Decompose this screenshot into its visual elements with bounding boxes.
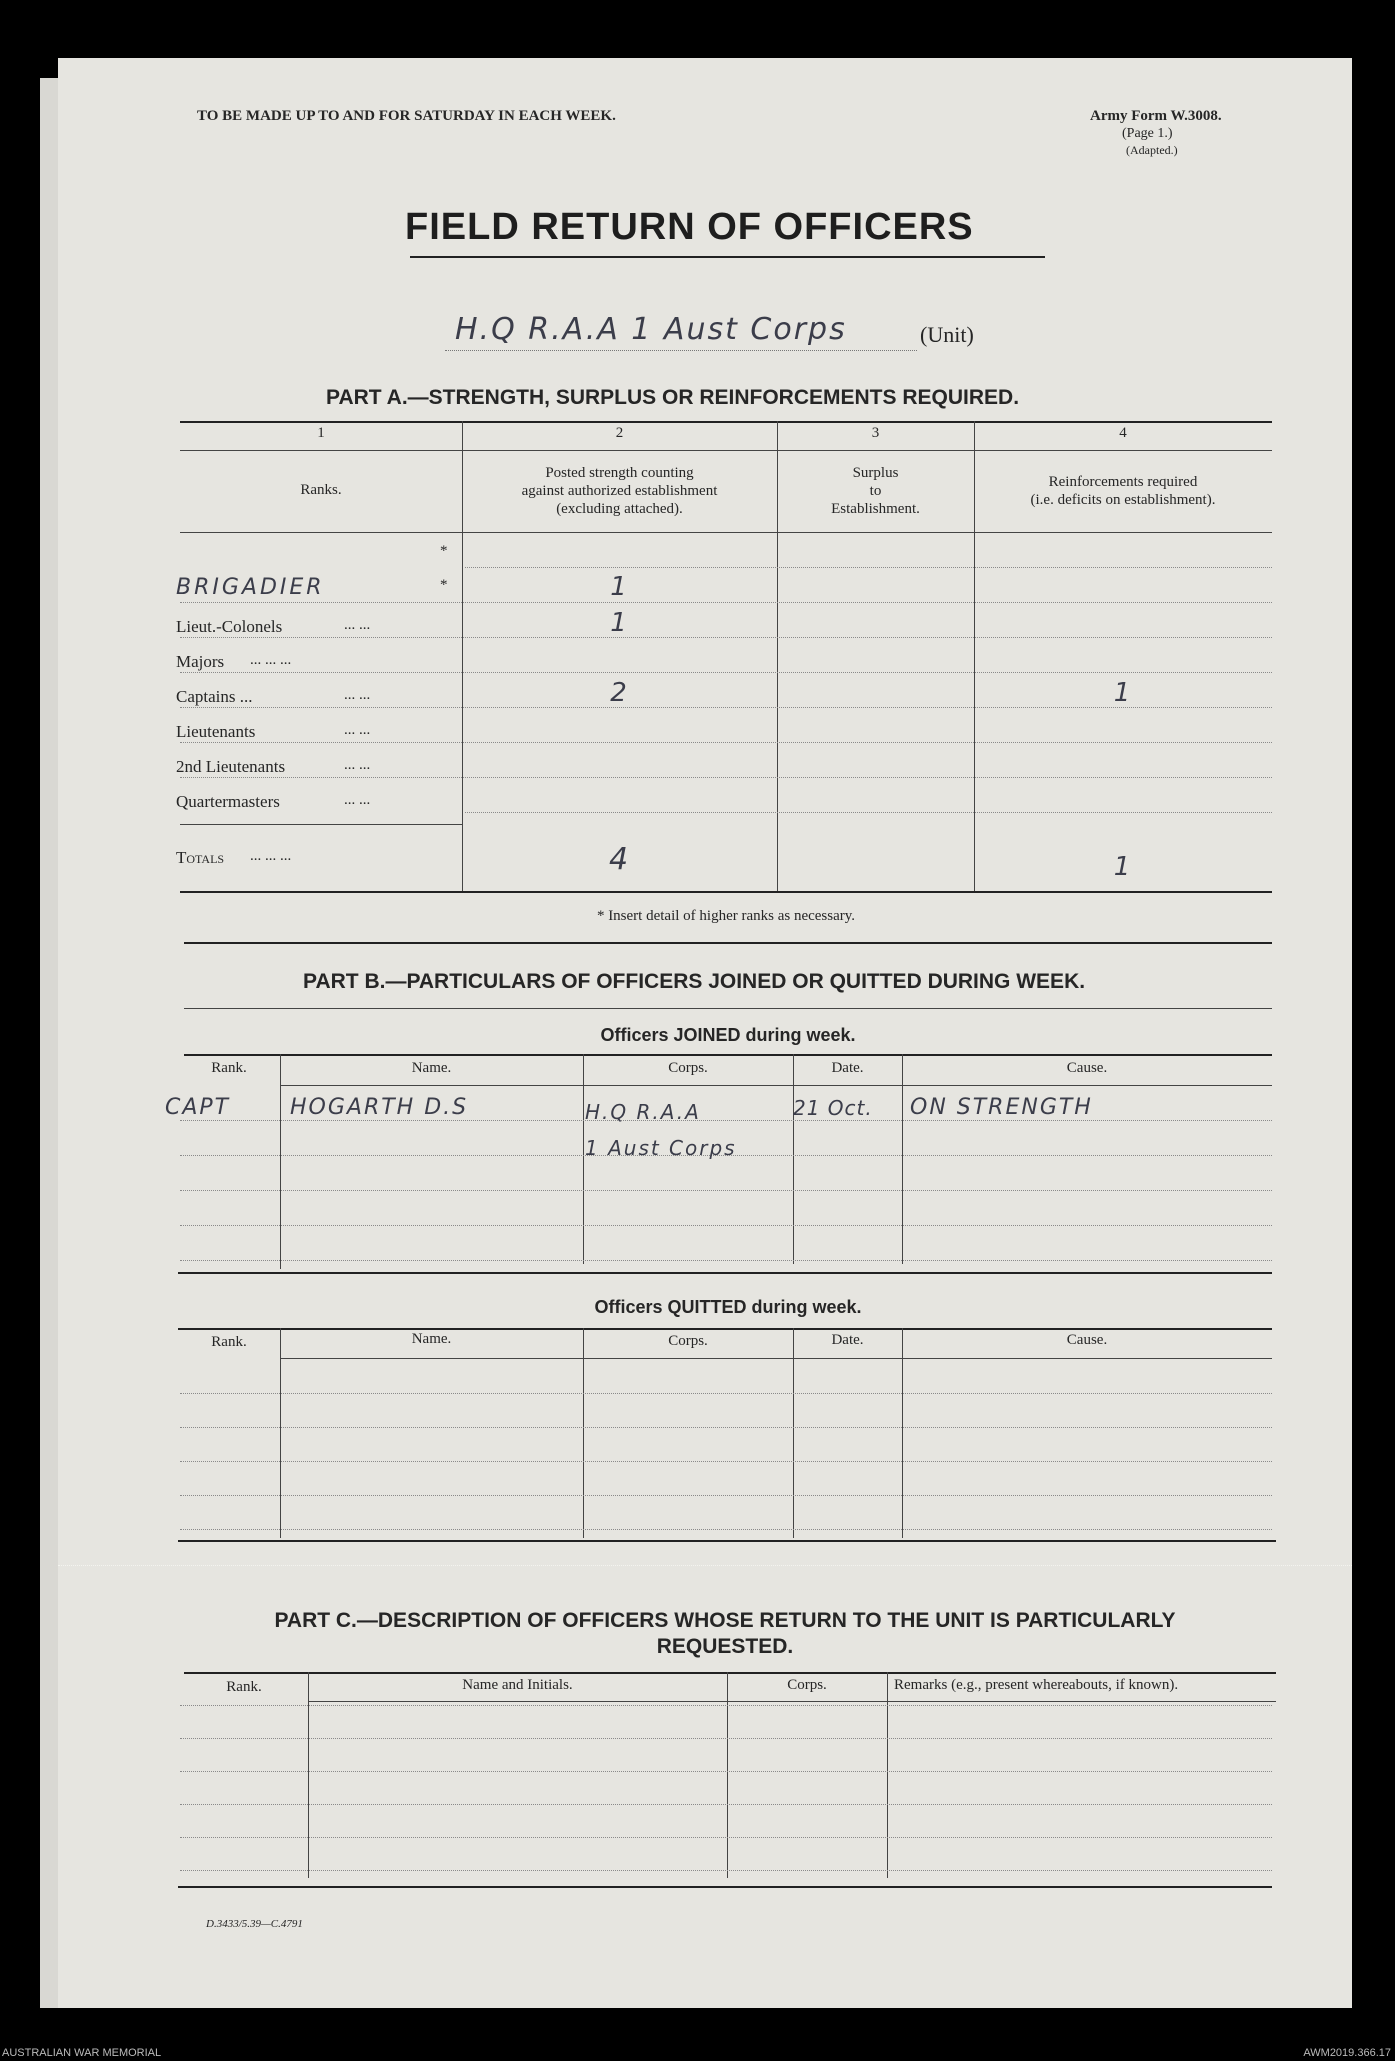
part-a-col-divider (974, 421, 975, 891)
rank-label: Lieut.-Colonels (176, 617, 283, 636)
part-a-number-rule (180, 450, 1272, 451)
part-c-bottom-rule (178, 1886, 1272, 1888)
totals-rule (180, 824, 462, 825)
posted-value: 2 (610, 678, 629, 708)
posted-value: 1 (610, 572, 629, 602)
archive-credit: AUSTRALIAN WAR MEMORIAL (2, 2047, 162, 2059)
unit-handwritten: H.Q R.A.A 1 Aust Corps (455, 312, 847, 347)
part-a-col-divider (777, 421, 778, 891)
part-c-heading: PART C.—DESCRIPTION OF OFFICERS WHOSE RETURN TO THE UNIT IS PARTICULARLY REQUESTED. (274, 1609, 1176, 1658)
unit-label: (Unit) (920, 322, 974, 347)
joined-top-rule (184, 1054, 1272, 1056)
joined-rank: CAPT (165, 1095, 231, 1120)
part-a-header-rule (180, 532, 1272, 533)
quitted-top-rule (178, 1328, 1272, 1330)
rank-label: Majors (176, 652, 225, 671)
part-b-heading: PART B.—PARTICULARS OF OFFICERS JOINED OR QUITTED DURING WEEK. (303, 970, 1086, 993)
rank-label: 2nd Lieutenants (176, 757, 286, 776)
part-c-col-name: Name and Initials. (462, 1677, 573, 1693)
joined-bottom-rule (178, 1272, 1272, 1274)
col-number-1: 1 (317, 425, 325, 441)
adapted-note: (Adapted.) (1126, 143, 1178, 157)
header-posted: Posted strength counting against authorized establishment (excluding attached). (521, 465, 718, 517)
part-c-col-corps: Corps. (787, 1677, 827, 1693)
joined-col-corps: Corps. (668, 1060, 708, 1076)
page-title: FIELD RETURN OF OFFICERS (405, 206, 974, 248)
joined-corps-line1: H.Q R.A.A (585, 1100, 701, 1124)
part-a-heading: PART A.—STRENGTH, SURPLUS OR REINFORCEMENTS REQUIRED. (326, 386, 1020, 409)
quitted-col-date: Date. (831, 1332, 864, 1348)
joined-col-cause: Cause. (1066, 1060, 1108, 1076)
joined-col-date: Date. (831, 1060, 864, 1076)
joined-cause: ON STRENGTH (910, 1095, 1093, 1120)
totals-label: Totals (176, 848, 225, 867)
col-number-3: 3 (871, 425, 880, 441)
rank-label: Quartermasters (176, 792, 280, 811)
instruction-text: TO BE MADE UP TO AND FOR SATURDAY IN EACH WEEK. (197, 108, 616, 124)
totals-reinforcements: 1 (1113, 852, 1133, 882)
joined-heading: Officers JOINED during week. (600, 1025, 856, 1045)
posted-value: 1 (610, 608, 629, 638)
header-reinforcements: Reinforcements required (i.e. deficits on establishment). (1030, 474, 1216, 508)
quitted-heading: Officers QUITTED during week. (594, 1297, 862, 1317)
joined-corps-line2: 1 Aust Corps (585, 1136, 737, 1160)
part-c-col-remarks: Remarks (e.g., present whereabouts, if known). (894, 1677, 1179, 1693)
part-b-top-rule (184, 1008, 1272, 1009)
part-c-top-rule (184, 1672, 1276, 1674)
quitted-col-name: Name. (411, 1331, 452, 1347)
header-surplus: Surplus to Establishment. (831, 465, 920, 517)
quitted-col-corps: Corps. (668, 1333, 708, 1349)
archive-id: AWM2019.366.17 (1303, 2047, 1391, 2059)
rank-label: Captains ... (176, 687, 253, 706)
header-ranks: Ranks. (300, 482, 342, 498)
col-number-4: 4 (1119, 425, 1127, 441)
quitted-col-cause: Cause. (1066, 1332, 1108, 1348)
joined-name: HOGARTH D.S (290, 1095, 469, 1120)
rank-label: BRIGADIER (176, 575, 325, 600)
reinforcements-value: 1 (1113, 678, 1133, 708)
fold-mark (58, 1565, 1352, 1566)
quitted-col-rank: Rank. (211, 1334, 247, 1350)
title-underline (410, 256, 1045, 258)
part-a-footnote-rule (184, 942, 1272, 944)
col-number-2: 2 (615, 425, 624, 441)
rank-label: Lieutenants (176, 722, 256, 741)
page-number: (Page 1.) (1122, 126, 1173, 141)
quitted-bottom-rule (178, 1540, 1276, 1542)
footnote: * Insert detail of higher ranks as necessary. (596, 908, 856, 924)
part-a-bottom-rule (180, 891, 1272, 893)
unit-line (445, 350, 917, 351)
joined-date: 21 Oct. (793, 1096, 873, 1120)
part-a-top-rule (180, 421, 1272, 423)
part-a-col-divider (462, 421, 463, 891)
totals-posted: 4 (608, 842, 631, 877)
part-c-col-rank: Rank. (226, 1679, 262, 1695)
joined-col-name: Name. (411, 1060, 452, 1076)
joined-col-rank: Rank. (211, 1060, 247, 1076)
print-reference: D.3433/5.39—C.4791 (206, 1918, 303, 1930)
form-number: Army Form W.3008. (1090, 108, 1222, 124)
